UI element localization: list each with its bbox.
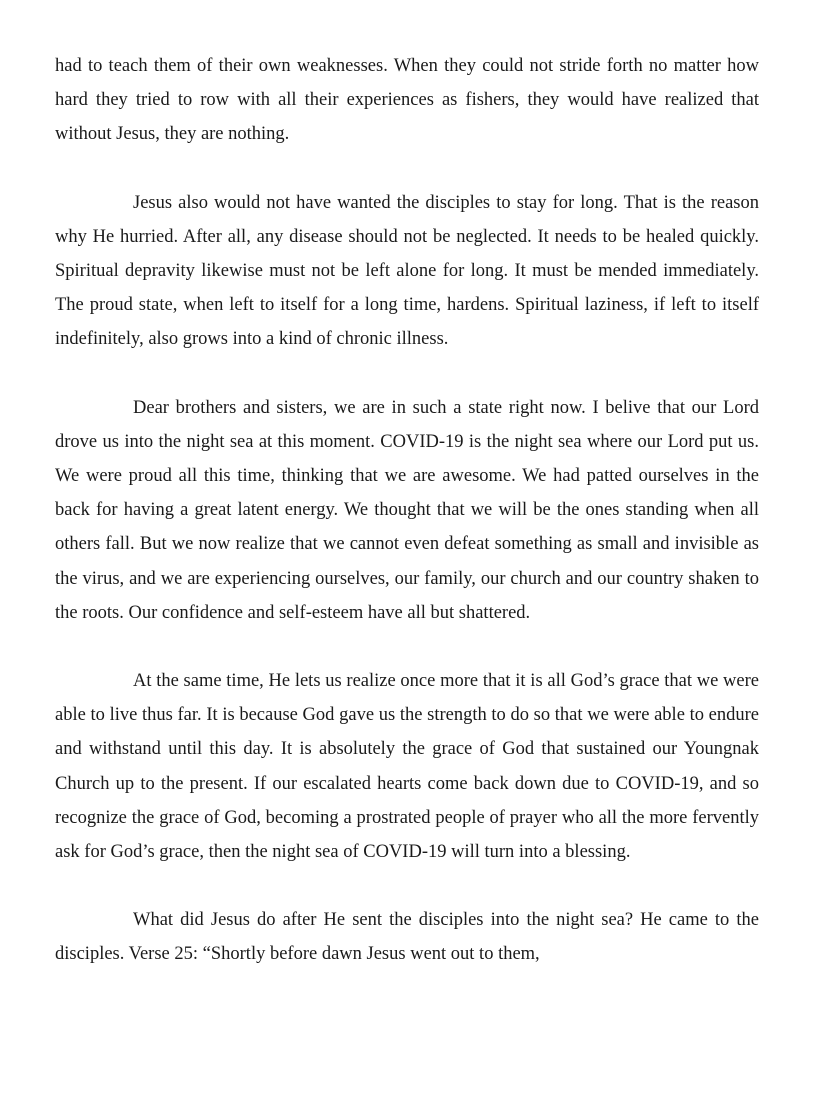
paragraph-gods-grace: At the same time, He lets us realize once more that it is all God’s grace that we were able to live thus far. It is because God gave us the strength to do so that we were able to endure and withstand until this day. It is absolutely the grace of God that sustained our Youngnak Church up to the present. If our escalated hearts come back down due to COVID-19, and so recognize the grace of God, becoming a prostrated people of prayer who all the more fervently ask for God’s grace, then the night sea of COVID-19 will turn into a blessing. (55, 671, 759, 863)
paragraph-night-sea-covid: Dear brothers and sisters, we are in such a state right now. I belive that our Lord drove us into the night sea at this moment. COVID-19 is the night sea where our Lord put us. We were proud all this time, thinking that we are awesome. We had patted ourselves in the back for having a great latent energy. We thought that we will be the ones standing when all others fall. But we now realize that we cannot even defeat something as small and invisible as the virus, and we are experiencing ourselves, our family, our church and our country shaken to the roots. Our confidence and self-esteem have all but shattered. (55, 397, 759, 623)
paragraph-disciples-hurried: Jesus also would not have wanted the disciples to stay for long. That is the reason why He hurried. After all, any disease should not be neglected. It needs to be healed quickly. Spiritual depravity likewise must not be left alone for long. It must be mended immediately. The proud state, when left to itself for a long time, hardens. Spiritual laziness, if left to itself indefinitely, also grows into a kind of chronic illness. (55, 192, 759, 350)
paragraph-continuation: had to teach them of their own weaknesses. When they could not stride forth no matter how hard they tried to row with all their experiences as fishers, they would have realized that without Jesus, they are nothing. (55, 56, 759, 145)
paragraph-jesus-came: What did Jesus do after He sent the disciples into the night sea? He came to the disciples. Verse 25: “Shortly before dawn Jesus went out to them, (55, 910, 759, 965)
document-page (55, 0, 759, 1006)
